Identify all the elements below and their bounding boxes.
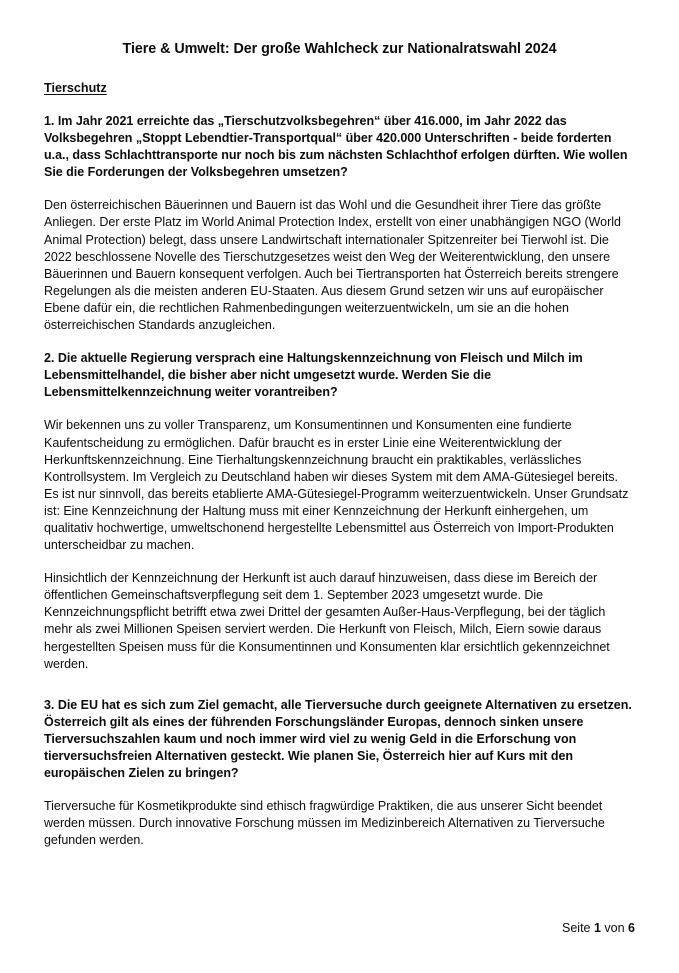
answer-2-paragraph-1: Wir bekennen uns zu voller Transparenz, um Konsumentinnen und Konsumenten eine fundierte Kaufentscheidung zu ermöglichen. Dafür braucht es in erster Linie eine Weiterentwicklung der Herkunftskennzeichnung. Eine Tierhaltungskennzeichnung braucht ein praktikables, verlässliches Kontrollsystem. Im Vergleich zu Deutschland haben wir dieses System mit dem AMA-Gütesiegel bereits. Es ist nur sinnvoll, das bereits etablierte AMA-Gütesiegel-Programm weiterzuentwickeln. Unser Grundsatz ist: Eine Kennzeichnung der Haltung muss mit einer Kennzeichnung der Herkunft einhergehen, um qualitativ hochwertige, umweltschonend hergestellte Lebensmittel aus Österreich von Import-Produkten unterscheidbar zu machen. (44, 418, 629, 553)
question-3: 3. Die EU hat es sich zum Ziel gemacht, alle Tierversuche durch geeignete Alternativen zu ersetzen. Österreich gilt als eines der führenden Forschungsländer Europas, dennoch sinken unsere Tierversuchszahlen kaum und noch immer wird viel zu wenig Geld in die Erforschung von tierversuchsfreien Alternativen gesteckt. Wie planen Sie, Österreich hier auf Kurs mit den europäischen Zielen zu bringen? (44, 697, 632, 781)
answer-1-paragraph-1: Den österreichischen Bäuerinnen und Bauern ist das Wohl und die Gesundheit ihrer Tiere das größte Anliegen. Der erste Platz im World Animal Protection Index, erstellt von einer unabhängigen NGO (World Animal Protection) belegt, dass unsere Landwirtschaft internationaler Spitzenreiter bei Tierwohl ist. Die 2022 beschlossene Novelle des Tierschutzgesetzes weist den Weg der Weiterentwicklung, den unsere Bäuerinnen und Bauern konsequent verfolgen. Auch bei Tiertransporten hat Österreich bereits strengere Regelungen als die meisten anderen EU-Staaten. Aus diesem Grund setzen wir uns auf europäischer Ebene dafür ein, die rechtlichen Rahmenbedingungen weiterzuentwickeln, um sie an die hohen österreichischen Standards anzugleichen. (44, 198, 621, 333)
page-footer (44, 920, 635, 936)
footer-separator: von (600, 921, 629, 935)
question-1: 1. Im Jahr 2021 erreichte das „Tierschutzvolksbegehren“ über 416.000, im Jahr 2022 das Volksbegehren „Stoppt Lebendtier-Transportqual“ über 420.000 Unterschriften - beide forderten u.a., dass Schlachttransporte nur noch bis zum nächsten Schlachthof erfolgen dürften. Wie wollen Sie die Forderungen der Volksbegehren umsetzen? (44, 114, 628, 180)
section-spacer (44, 689, 635, 697)
section-heading-tierschutz: Tierschutz (44, 81, 107, 95)
footer-prefix: Seite (562, 921, 594, 935)
question-2: 2. Die aktuelle Regierung versprach eine Haltungskennzeichnung von Fleisch und Milch im Lebensmittelhandel, die bisher aber nicht umgesetzt wurde. Werden Sie die Lebensmittelkennzeichnung weiter vorantreiben? (44, 351, 583, 400)
page-title: Tiere & Umwelt: Der große Wahlcheck zur Nationalratswahl 2024 (122, 41, 557, 57)
footer-total-pages: 6 (628, 921, 635, 935)
answer-3-paragraph-1: Tierversuche für Kosmetikprodukte sind ethisch fragwürdige Praktiken, die aus unserer Sicht beendet werden müssen. Durch innovative Forschung müssen im Medizinbereich Alternativen zu Tierversuche gefunden werden. (44, 799, 605, 848)
answer-2-paragraph-2: Hinsichtlich der Kennzeichnung der Herkunft ist auch darauf hinzuweisen, dass diese im Bereich der öffentlichen Gemeinschaftsverpflegung seit dem 1. September 2023 umgesetzt wurde. Die Kennzeichnungspflicht betrifft etwa zwei Drittel der gesamten Außer-Haus-Verpflegung, bei der täglich mehr als zwei Millionen Speisen serviert werden. Die Herkunft von Fleisch, Milch, Eiern sowie daraus hergestellten Speisen muss für die Konsumentinnen und Konsumenten klar ersichtlich gekennzeichnet werden. (44, 571, 610, 671)
footer-current-page: 1 (593, 921, 601, 935)
